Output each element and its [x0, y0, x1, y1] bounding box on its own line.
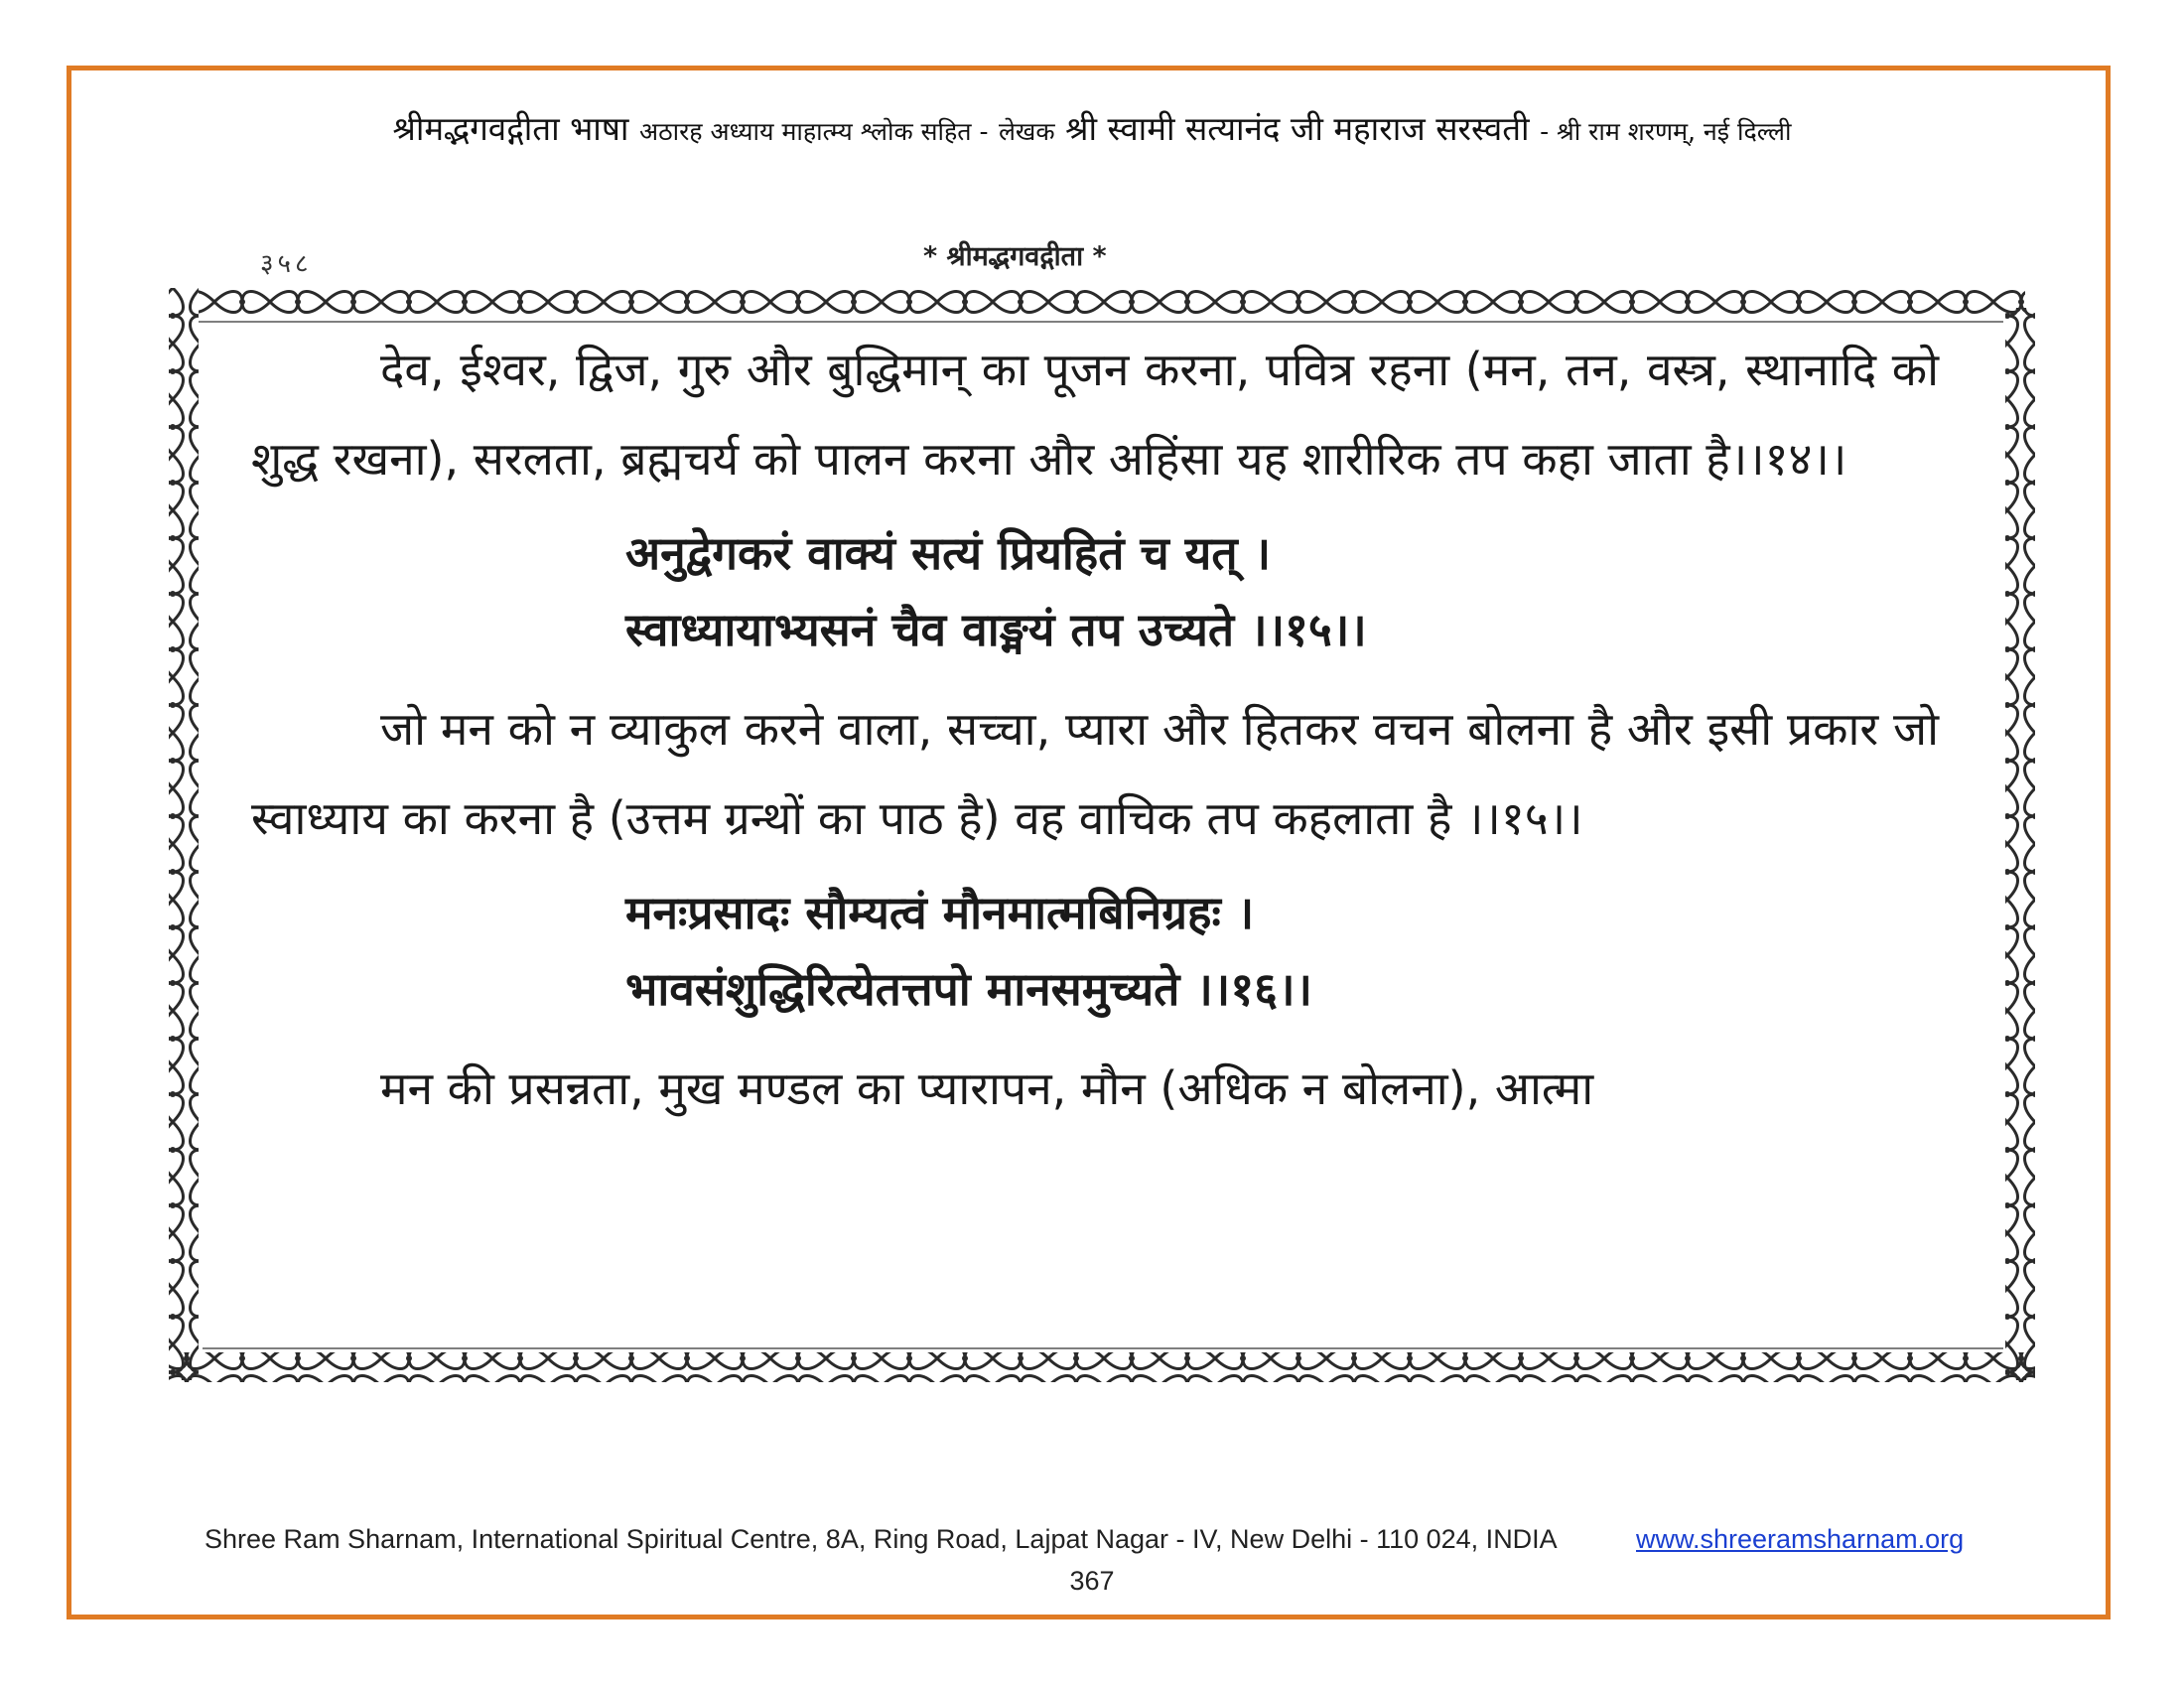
paragraph-16-translation: मन की प्रसन्नता, मुख मण्डल का प्यारापन, मौन (अधिक न बोलना), आत्मा: [380, 1061, 1594, 1115]
footer-address: Shree Ram Sharnam, International Spiritual Centre, 8A, Ring Road, Lajpat Nagar - IV, New Delhi - 110 024, INDIA: [205, 1524, 1558, 1554]
shloka-16: [625, 875, 1939, 1028]
header-subtitle: अठारह अध्याय माहात्म्य श्लोक सहित -: [638, 117, 989, 146]
paragraph-14-translation: देव, ईश्वर, द्विज, गुरु और बुद्धिमान् का पूजन करना, पवित्र रहना (मन, तन, वस्त्र, स्थानादि को शुद्ध रखना), सरलता, ब्रह्मचर्य को पालन करना और अहिंसा यह शारीरिक तप कहा जाता है।।१४।।: [251, 343, 1939, 486]
book-text: [251, 325, 1939, 1133]
footer-page-number: 367: [1069, 1566, 1115, 1596]
book-running-title: * श्रीमद्भगवद्गीता *: [923, 241, 1107, 272]
header-author: श्री स्वामी सत्यानंद जी महाराज सरस्वती: [1065, 109, 1530, 148]
paragraph-15-translation: जो मन को न व्याकुल करने वाला, सच्चा, प्यारा और हितकर वचन बोलना है और इसी प्रकार जो स्वाध्याय का करना है (उत्तम ग्रन्थों का पाठ है) वह वाचिक तप कहलाता है ।।१५।।: [251, 702, 1939, 845]
shloka-15-line-2: स्वाध्यायाभ्यसनं चैव वाङ्मयं तप उच्यते ।।१५।।: [625, 603, 1367, 656]
shloka-16-line-1: मनःप्रसादः सौम्यत्वं मौनमात्मबिनिग्रहः ।: [625, 886, 1255, 939]
scanned-book-page: [149, 230, 2045, 1402]
header-publisher: - श्री राम शरणम्, नई दिल्ली: [1540, 117, 1792, 146]
document-header: [0, 105, 2184, 150]
shloka-15: [625, 515, 1939, 668]
book-page-number: ३५८: [260, 249, 313, 279]
header-author-prefix: लेखक: [998, 117, 1055, 146]
header-title: श्रीमद्भगवद्गीता भाषा: [392, 109, 629, 148]
shloka-15-line-1: अनुद्वेगकरं वाक्यं सत्यं प्रियहितं च यत् ।: [625, 526, 1272, 580]
website-link[interactable]: www.shreeramsharnam.org: [1636, 1524, 1965, 1554]
shloka-16-line-2: भावसंशुद्धिरित्येतत्तपो मानसमुच्यते ।।१६।।: [625, 962, 1312, 1016]
